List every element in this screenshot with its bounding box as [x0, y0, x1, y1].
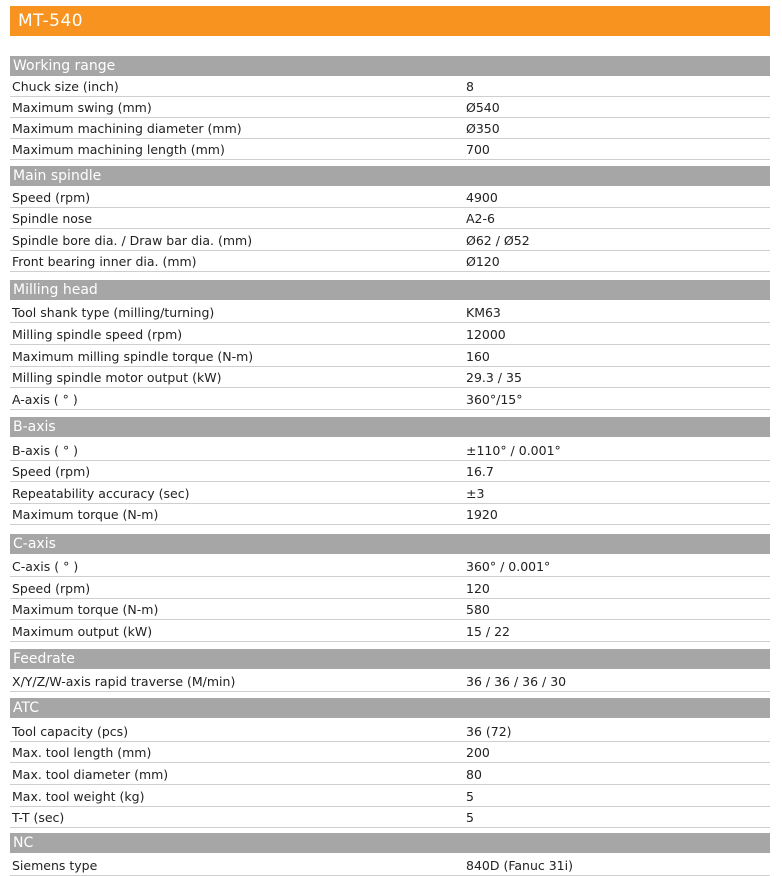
spec-label: Maximum machining length (mm)	[12, 142, 225, 157]
spec-row	[10, 251, 770, 272]
section-header-working-range: Working range	[10, 56, 770, 76]
spec-value: 700	[466, 142, 490, 157]
spec-row	[10, 302, 770, 323]
spec-value: 1920	[466, 507, 498, 522]
spec-label: Speed (rpm)	[12, 581, 91, 596]
spec-label: Max. tool diameter (mm)	[12, 767, 169, 782]
spec-value: 5	[466, 810, 474, 825]
spec-row	[10, 483, 770, 504]
spec-value: 840D (Fanuc 31i)	[466, 858, 573, 873]
spec-value: Ø540	[466, 100, 500, 115]
spec-row	[10, 504, 770, 525]
spec-value: 360° / 0.001°	[466, 559, 551, 574]
spec-label: A-axis ( ° )	[12, 392, 78, 407]
section-header-c-axis: C-axis	[10, 534, 770, 554]
spec-value: Ø62 / Ø52	[466, 233, 530, 248]
section-header-feedrate: Feedrate	[10, 649, 770, 669]
page-title: MT-540	[10, 6, 770, 36]
spec-label: Maximum output (kW)	[12, 624, 153, 639]
spec-label: Spindle nose	[12, 211, 93, 226]
spec-value: A2-6	[466, 211, 495, 226]
spec-row	[10, 721, 770, 742]
section-header-main-spindle: Main spindle	[10, 166, 770, 186]
spec-value: 15 / 22	[466, 624, 510, 639]
spec-value: 160	[466, 349, 490, 364]
spec-row	[10, 97, 770, 118]
spec-row	[10, 855, 770, 876]
spec-label: Siemens type	[12, 858, 98, 873]
spec-label: T-T (sec)	[12, 810, 65, 825]
spec-row	[10, 578, 770, 599]
spec-row	[10, 139, 770, 160]
spec-label: Maximum torque (N-m)	[12, 507, 159, 522]
spec-row	[10, 742, 770, 763]
section-header-milling-head: Milling head	[10, 280, 770, 300]
spec-value: 5	[466, 789, 474, 804]
spec-value: Ø350	[466, 121, 500, 136]
section-header-b-axis: B-axis	[10, 417, 770, 437]
spec-label: Tool capacity (pcs)	[12, 724, 129, 739]
spec-value: 8	[466, 79, 474, 94]
spec-label: Milling spindle speed (rpm)	[12, 327, 183, 342]
spec-value: 16.7	[466, 464, 494, 479]
spec-label: Maximum swing (mm)	[12, 100, 152, 115]
spec-row	[10, 367, 770, 388]
spec-value: 29.3 / 35	[466, 370, 522, 385]
spec-label: Milling spindle motor output (kW)	[12, 370, 222, 385]
spec-row	[10, 786, 770, 807]
spec-value: 80	[466, 767, 482, 782]
spec-row	[10, 187, 770, 208]
spec-row	[10, 118, 770, 139]
spec-row	[10, 599, 770, 620]
spec-value: ±110° / 0.001°	[466, 443, 561, 458]
spec-row	[10, 807, 770, 828]
spec-label: X/Y/Z/W-axis rapid traverse (M/min)	[12, 674, 236, 689]
spec-row	[10, 764, 770, 785]
spec-label: C-axis ( ° )	[12, 559, 79, 574]
spec-value: 580	[466, 602, 490, 617]
spec-row	[10, 461, 770, 482]
spec-row	[10, 389, 770, 410]
spec-row	[10, 208, 770, 229]
spec-value: KM63	[466, 305, 501, 320]
section-header-atc: ATC	[10, 698, 770, 718]
section-header-nc: NC	[10, 833, 770, 853]
spec-value: 360°/15°	[466, 392, 523, 407]
spec-label: Max. tool length (mm)	[12, 745, 152, 760]
spec-label: Chuck size (inch)	[12, 79, 119, 94]
spec-value: 36 / 36 / 36 / 30	[466, 674, 567, 689]
spec-label: Tool shank type (milling/turning)	[12, 305, 215, 320]
spec-value: 12000	[466, 327, 506, 342]
spec-value: 200	[466, 745, 490, 760]
spec-label: Speed (rpm)	[12, 464, 91, 479]
spec-value: 36 (72)	[466, 724, 512, 739]
spec-row	[10, 346, 770, 367]
spec-value: 120	[466, 581, 490, 596]
spec-row	[10, 324, 770, 345]
spec-value: ±3	[466, 486, 485, 501]
spec-value: 4900	[466, 190, 498, 205]
spec-value: Ø120	[466, 254, 500, 269]
spec-label: Maximum machining diameter (mm)	[12, 121, 242, 136]
spec-row	[10, 556, 770, 577]
spec-row	[10, 621, 770, 642]
spec-row	[10, 230, 770, 251]
spec-row	[10, 440, 770, 461]
spec-row	[10, 671, 770, 692]
spec-label: Spindle bore dia. / Draw bar dia. (mm)	[12, 233, 253, 248]
spec-label: B-axis ( ° )	[12, 443, 79, 458]
spec-label: Front bearing inner dia. (mm)	[12, 254, 197, 269]
spec-label: Maximum milling spindle torque (N-m)	[12, 349, 254, 364]
spec-label: Max. tool weight (kg)	[12, 789, 145, 804]
spec-label: Repeatability accuracy (sec)	[12, 486, 190, 501]
spec-label: Speed (rpm)	[12, 190, 91, 205]
spec-row	[10, 76, 770, 97]
spec-label: Maximum torque (N-m)	[12, 602, 159, 617]
